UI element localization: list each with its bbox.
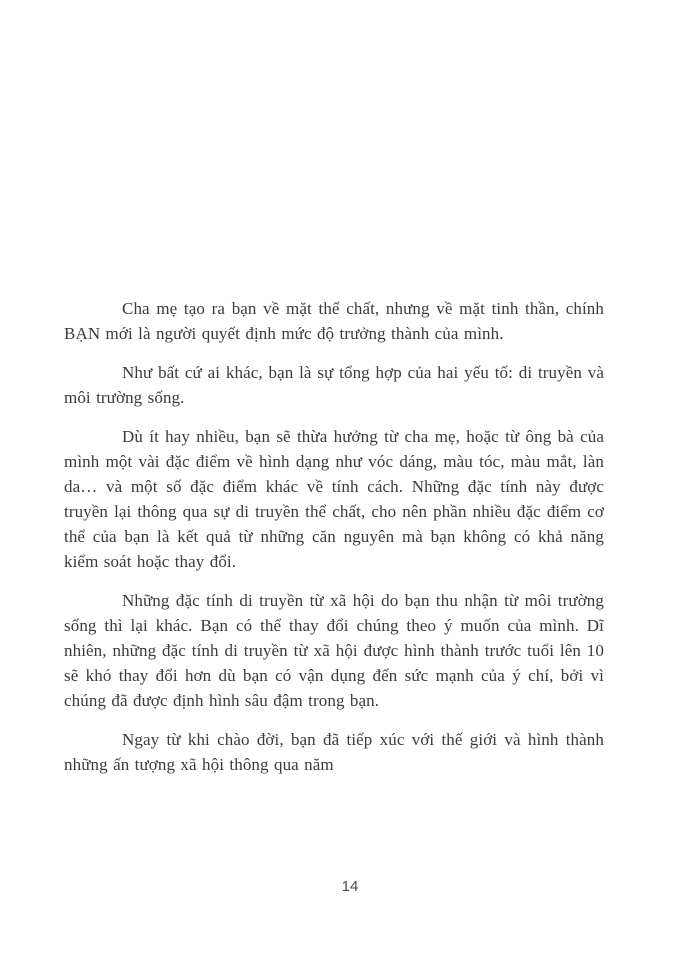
paragraph: Như bất cứ ai khác, bạn là sự tổng hợp của hai yếu tố: di truyền và môi trường sống. [64,363,604,407]
paragraph: Ngay từ khi chào đời, bạn đã tiếp xúc với thế giới và hình thành những ấn tượng xã hội thông qua năm [64,730,604,774]
paragraph: Cha mẹ tạo ra bạn về mặt thể chất, nhưng về mặt tinh thần, chính BẠN mới là người quyết định mức độ trưởng thành của mình. [64,299,604,343]
page-number: 14 [341,878,359,895]
paragraph: Những đặc tính di truyền từ xã hội do bạn thu nhận từ môi trường sống thì lại khác. Bạn có thể thay đổi chúng theo ý muốn của mình. Dĩ nhiên, những đặc tính di truyền từ xã hội được hình thành trước tuổi lên 10 sẽ khó thay đổi hơn dù bạn có vận dụng đến sức mạnh của ý chí, bởi vì chúng đã được định hình sâu đậm trong bạn. [64,591,604,710]
body-text [64,296,604,791]
paragraph: Dù ít hay nhiều, bạn sẽ thừa hưởng từ cha mẹ, hoặc từ ông bà của mình một vài đặc điểm về hình dạng như vóc dáng, màu tóc, màu mắt, làn da… và một số đặc điểm khác về tính cách. Những đặc tính này được truyền lại thông qua sự di truyền thể chất, cho nên phần nhiều đặc điểm cơ thể của bạn là kết quả từ những căn nguyên mà bạn không có khả năng kiểm soát hoặc thay đổi. [64,427,604,571]
